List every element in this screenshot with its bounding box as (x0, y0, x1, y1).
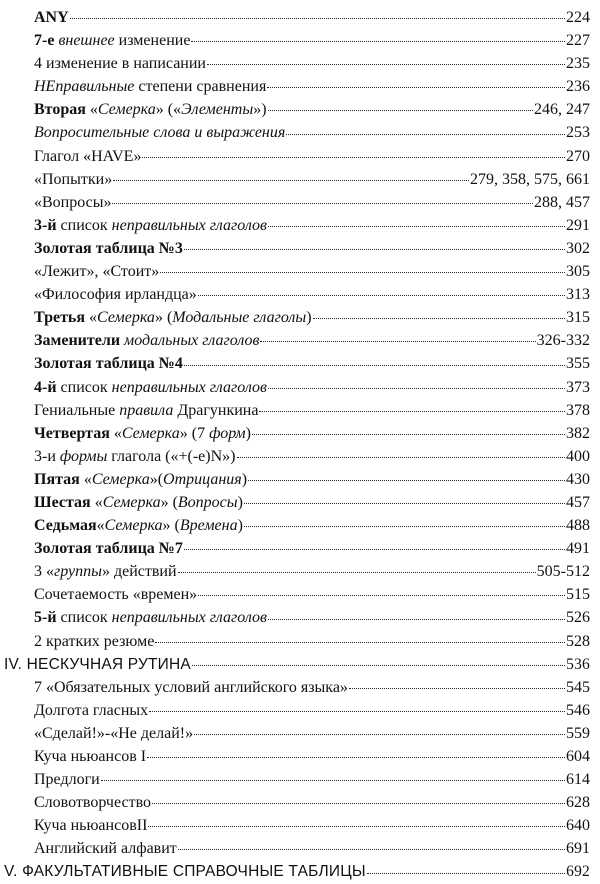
dot-leader (194, 733, 565, 735)
toc-title-fragment: список (60, 609, 112, 627)
toc-title-fragment: «Лежит», «Стоит» (34, 263, 160, 281)
toc-title-fragment: » (7 (179, 424, 210, 442)
toc-title-fragment: Вопросительные слова и выражения (34, 124, 286, 142)
toc-title-fragment: « (113, 424, 122, 442)
toc-page-number: 227 (566, 32, 590, 50)
toc-title-fragment: « (94, 493, 103, 511)
toc-entry-line (0, 722, 600, 745)
toc-entry-line (0, 352, 600, 375)
toc-title-fragment: ANY (34, 9, 69, 26)
toc-title-fragment: модальных глаголов (124, 332, 260, 350)
toc-title-fragment: Словотворчество (34, 794, 152, 812)
toc-title-fragment: Четвертая (34, 424, 114, 442)
dot-leader (147, 756, 565, 758)
toc-title-fragment: « (89, 309, 98, 327)
toc-title-fragment: Предлоги (34, 771, 100, 789)
toc-page-number: 315 (566, 309, 590, 327)
dot-leader (149, 710, 565, 712)
toc-entry-line (0, 121, 600, 144)
dot-leader (268, 109, 533, 111)
dot-leader (152, 802, 565, 804)
toc-title-fragment: Семерка (97, 101, 156, 119)
toc-entry-title (34, 630, 154, 653)
toc-entry-line (0, 537, 600, 560)
toc-entry-line (0, 52, 600, 75)
toc-title-fragment: список (60, 216, 112, 234)
toc-title-fragment: Золотая таблица №4 (34, 355, 183, 373)
toc-title-fragment: 2 кратких резюме (34, 632, 155, 650)
toc-entry-title (34, 214, 267, 237)
toc-title-fragment: список (60, 378, 112, 396)
toc-page-number: 559 (566, 724, 590, 742)
toc-title-fragment: «Сделай!»-«Не делай!» (34, 724, 194, 742)
toc-entry-line (0, 98, 600, 121)
toc-entry-line (0, 329, 600, 352)
toc-title-fragment: ) (306, 309, 312, 327)
toc-entry-title (34, 699, 148, 722)
toc-title-fragment: 5-й (34, 609, 61, 627)
toc-page-number: 604 (566, 748, 590, 765)
toc-page-number: 246, 247 (534, 101, 590, 119)
toc-title-fragment: ) (237, 493, 243, 511)
toc-title-fragment: 3-й (34, 216, 61, 234)
dot-leader (313, 317, 565, 319)
dot-leader (155, 641, 565, 643)
toc-title-fragment: Шестая (34, 493, 95, 511)
dot-leader (207, 63, 565, 65)
toc-entry-line (0, 606, 600, 629)
dot-leader (198, 594, 565, 596)
toc-page-number: 457 (566, 493, 590, 511)
dot-leader (367, 872, 565, 874)
toc-page-number: 378 (566, 401, 590, 419)
toc-entry-title (34, 52, 206, 75)
toc-title-fragment: правила (119, 401, 174, 419)
toc-entry-title (34, 745, 146, 768)
dot-leader (286, 133, 565, 135)
toc-entry-title (34, 583, 197, 606)
toc-title-fragment: Семерка (121, 424, 180, 442)
toc-title-fragment: ») (253, 101, 267, 119)
toc-entry-line (0, 145, 600, 168)
toc-entry-title (4, 653, 191, 676)
toc-entry-title (34, 121, 285, 144)
toc-title-fragment: Семерка (102, 493, 161, 511)
toc-entry-line (0, 75, 600, 98)
toc-entry-line (0, 191, 600, 214)
toc-entry-title (34, 329, 259, 352)
toc-entry-title (34, 399, 258, 422)
toc-page-number: 270 (566, 147, 590, 165)
toc-title-fragment: IV. НЕСКУЧНАЯ РУТИНА (4, 655, 191, 673)
toc-title-fragment: Семерка (91, 470, 150, 488)
toc-page-number: 528 (566, 632, 590, 650)
toc-title-fragment: глагола («+(-e)N») (107, 447, 236, 465)
toc-entry-title (34, 768, 100, 791)
toc-page-number: 373 (566, 378, 590, 396)
toc-entry-line (0, 214, 600, 237)
toc-entry-title (34, 560, 177, 583)
toc-title-fragment: » ( (162, 517, 180, 535)
toc-title-fragment: Отрицания (163, 470, 242, 488)
toc-page-number: 546 (566, 701, 590, 719)
toc-entry-title (34, 6, 69, 29)
toc-entry-title (34, 537, 183, 560)
toc-title-fragment: Вопросы (177, 493, 238, 511)
toc-title-fragment: неправильных глаголов (111, 216, 267, 234)
toc-title-fragment: ) (245, 424, 251, 442)
toc-entry-line (0, 168, 600, 191)
toc-entry-title (34, 237, 183, 260)
toc-entry-line (0, 768, 600, 791)
toc-title-fragment: «Вопросы» (34, 193, 112, 211)
toc-entry-title (34, 168, 112, 191)
toc-title-fragment: Семерка (97, 309, 155, 327)
toc-page-number: 326-332 (536, 332, 590, 350)
toc-page-number: 224 (566, 9, 590, 26)
toc-entry-title (34, 676, 348, 699)
toc-section-line (0, 860, 600, 883)
toc-entry-line (0, 837, 600, 860)
toc-entry-title (34, 352, 183, 375)
dot-leader (252, 433, 565, 435)
dot-leader (184, 364, 565, 366)
dot-leader (142, 156, 565, 158)
toc-title-fragment: Гениальные (34, 401, 120, 419)
toc-page-number: 691 (566, 840, 590, 858)
toc-entry-title (34, 491, 243, 514)
toc-title-fragment: Заменители (34, 332, 125, 350)
toc-page-number: 536 (566, 655, 590, 673)
dot-leader (260, 340, 535, 342)
toc-entry-title (34, 837, 177, 860)
toc-entry-title (34, 514, 243, 537)
toc-title-fragment: Третья (34, 309, 90, 327)
toc-entry-line (0, 560, 600, 583)
toc-entry-title (4, 860, 366, 883)
toc-title-fragment: « (89, 101, 98, 119)
dot-leader (70, 17, 565, 19)
toc-entry-line (0, 422, 600, 445)
toc-entry-line (0, 630, 600, 653)
toc-title-fragment: Куча ньюансовII (34, 817, 148, 835)
toc-entry-line (0, 583, 600, 606)
toc-entry-line (0, 814, 600, 837)
dot-leader (248, 479, 565, 481)
toc-title-fragment: Семерка (104, 517, 163, 535)
toc-title-fragment: 3-и (34, 447, 60, 465)
toc-title-fragment: » действий (101, 563, 177, 581)
toc-title-fragment: НЕправильные (34, 78, 135, 96)
toc-title-fragment: 3 « (34, 563, 54, 581)
dot-leader (244, 525, 565, 527)
toc-entry-title (34, 422, 251, 445)
dot-leader (259, 410, 565, 412)
dot-leader (184, 548, 565, 550)
dot-leader (244, 502, 565, 504)
toc-title-fragment: ) (237, 517, 243, 535)
dot-leader (268, 225, 565, 227)
toc-entry-line (0, 283, 600, 306)
toc-page-number: 313 (566, 286, 590, 304)
toc-entry-title (34, 722, 193, 745)
toc-title-fragment: форм (209, 424, 246, 442)
toc-title-fragment: » ( (154, 309, 173, 327)
toc-entry-title (34, 606, 267, 629)
toc-page-number: 614 (566, 771, 590, 789)
toc-title-fragment: Золотая таблица №3 (34, 239, 183, 257)
toc-page-number: 640 (566, 817, 590, 835)
toc-title-fragment: изменение (114, 32, 191, 50)
toc-title-fragment: » ( (160, 493, 178, 511)
dot-leader (192, 664, 565, 666)
toc-entry-title (34, 283, 197, 306)
toc-entry-title (34, 29, 190, 52)
toc-title-fragment: « (96, 517, 105, 535)
toc-page-number: 302 (566, 239, 590, 257)
toc-title-fragment: Драгункина (173, 401, 259, 419)
toc-title-fragment: степени сравнения (134, 78, 267, 96)
toc-title-fragment: Модальные глаголы (172, 309, 307, 327)
dot-leader (112, 202, 533, 204)
toc-title-fragment: 7-е (34, 32, 59, 50)
toc-entry-line (0, 376, 600, 399)
toc-entry-title (34, 75, 266, 98)
dot-leader (267, 86, 565, 88)
toc-title-fragment: Английский алфавит (34, 840, 177, 858)
toc-page-number: 279, 358, 575, 661 (470, 170, 590, 188)
toc-title-fragment: внешнее (58, 32, 115, 50)
toc-title-fragment: неправильных глаголов (111, 609, 267, 627)
toc-entry-line (0, 791, 600, 814)
toc-title-fragment: Пятая (34, 470, 84, 488)
toc-title-fragment: 4 изменение в написании (34, 55, 206, 73)
toc-title-fragment: Вторая (34, 101, 90, 119)
toc-section-line (0, 653, 600, 676)
toc-entry-title (34, 791, 151, 814)
toc-entry-line (0, 29, 600, 52)
toc-entry-title (34, 98, 267, 121)
toc-list (0, 6, 600, 884)
dot-leader (113, 179, 469, 181)
toc-entry-line (0, 237, 600, 260)
toc-page-number: 430 (566, 470, 590, 488)
toc-page-number: 488 (566, 517, 590, 535)
toc-page-number: 382 (566, 424, 590, 442)
dot-leader (184, 248, 565, 250)
toc-title-fragment: Долгота гласных (34, 701, 149, 719)
toc-title-fragment: «Философия ирландца» (34, 286, 197, 304)
toc-page-number: 515 (566, 586, 590, 604)
toc-page-number: 628 (566, 794, 590, 812)
toc-entry-line (0, 676, 600, 699)
toc-title-fragment: V. ФАКУЛЬТАТИВНЫЕ СПРАВОЧНЫЕ ТАБЛИЦЫ (4, 863, 366, 881)
toc-entry-line (0, 260, 600, 283)
toc-entry-title (34, 376, 267, 399)
toc-entry-title (34, 445, 236, 468)
toc-entry-line (0, 399, 600, 422)
toc-title-fragment: » (« (155, 101, 182, 119)
toc-entry-line (0, 468, 600, 491)
toc-title-fragment: группы (54, 563, 102, 581)
toc-entry-line (0, 306, 600, 329)
dot-leader (191, 40, 565, 42)
toc-title-fragment: Времена (179, 517, 238, 535)
toc-entry-title (34, 191, 111, 214)
toc-title-fragment: « (83, 470, 92, 488)
toc-entry-title (34, 468, 247, 491)
toc-page-number: 305 (566, 263, 590, 281)
dot-leader (178, 571, 536, 573)
toc-page-number: 491 (566, 540, 590, 558)
toc-title-fragment: Куча ньюансов I (34, 748, 147, 765)
toc-entry-title (34, 814, 147, 837)
dot-leader (268, 387, 565, 389)
toc-title-fragment: ) (241, 470, 248, 488)
toc-page-number: 291 (566, 216, 590, 234)
toc-page-number: 545 (566, 678, 590, 696)
toc-title-fragment: Глагол «HAVE» (34, 147, 142, 165)
toc-title-fragment: неправильных глаголов (111, 378, 267, 396)
toc-page-number: 400 (566, 447, 590, 465)
toc-title-fragment: Сочетаемость «времен» (34, 586, 198, 604)
toc-page-number: 355 (566, 355, 590, 373)
dot-leader (198, 294, 565, 296)
toc-entry-title (34, 306, 312, 329)
dot-leader (268, 618, 565, 620)
toc-page-number: 692 (566, 863, 590, 881)
toc-page-number: 235 (566, 55, 590, 73)
dot-leader (148, 825, 565, 827)
dot-leader (237, 456, 566, 458)
dot-leader (101, 779, 565, 781)
toc-title-fragment: «Попытки» (34, 170, 113, 188)
toc-title-fragment: Элементы (181, 101, 254, 119)
toc-title-fragment: 7 «Обязательных условий английского языка» (34, 678, 348, 696)
dot-leader (178, 848, 565, 850)
toc-page-number: 253 (566, 124, 590, 142)
toc-entry-title (34, 145, 141, 168)
toc-entry-title (34, 260, 159, 283)
toc-title-fragment: 4-й (34, 378, 61, 396)
toc-entry-line (0, 445, 600, 468)
toc-entry-line (0, 6, 600, 29)
dot-leader (160, 271, 565, 273)
toc-page-number: 236 (566, 78, 590, 96)
toc-page-number: 526 (566, 609, 590, 627)
dot-leader (349, 687, 565, 689)
toc-entry-line (0, 491, 600, 514)
toc-entry-line (0, 745, 600, 768)
toc-page-number: 288, 457 (534, 193, 590, 211)
toc-entry-line (0, 514, 600, 537)
toc-title-fragment: »( (149, 470, 164, 488)
toc-title-fragment: Седьмая (34, 517, 97, 535)
toc-title-fragment: Золотая таблица №7 (34, 540, 183, 558)
toc-page-number: 505-512 (536, 563, 590, 581)
toc-entry-line (0, 699, 600, 722)
toc-title-fragment: формы (59, 447, 108, 465)
